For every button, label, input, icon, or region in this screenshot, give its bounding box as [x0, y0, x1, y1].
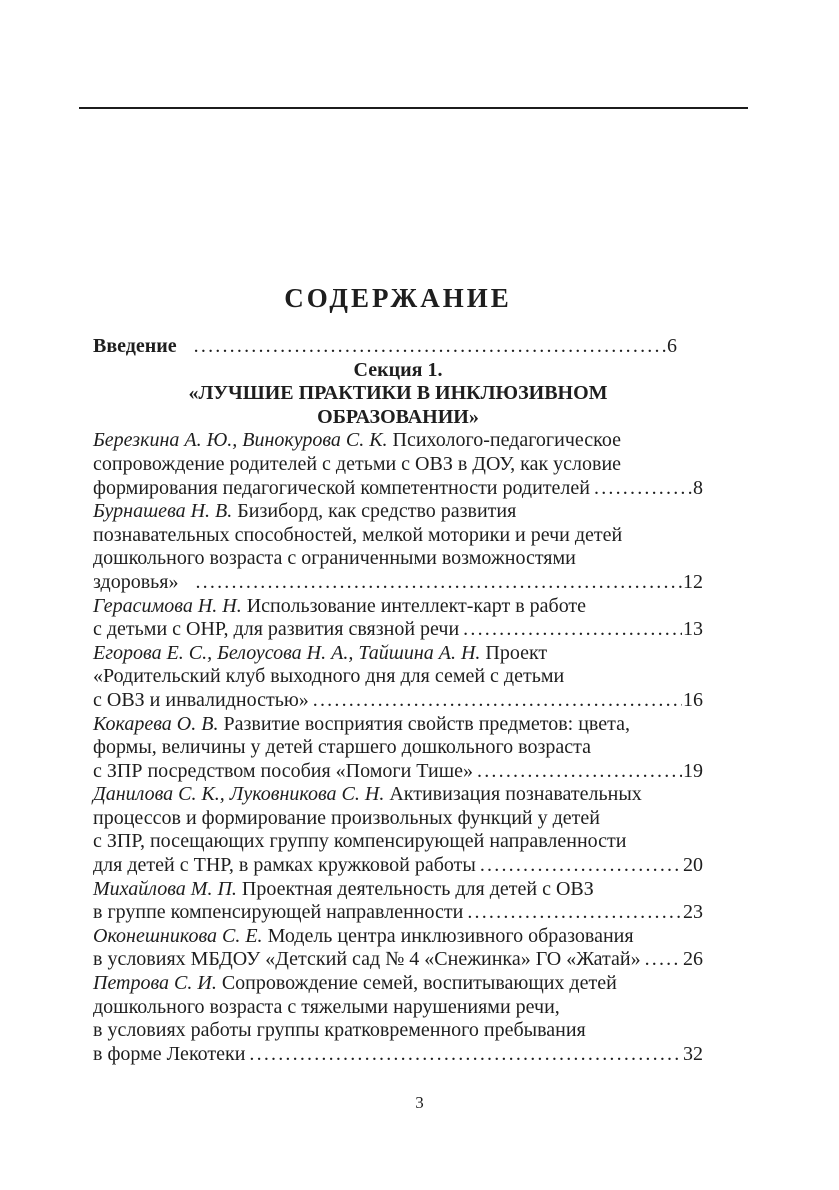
toc-entry-introduction [93, 335, 703, 359]
toc-line [93, 1043, 703, 1067]
toc-text-segment: с детьми с ОНР, для развития связной речи [93, 618, 460, 641]
toc-line [93, 878, 703, 902]
page-number-footer: 3 [415, 1093, 424, 1112]
section-heading-line [93, 406, 703, 430]
dot-leader [467, 901, 682, 925]
author-names: Бурнашева Н. В. [93, 500, 233, 523]
toc-text-segment: ОБРАЗОВАНИИ» [317, 405, 479, 428]
toc-line [93, 713, 703, 737]
toc-entry-danilova [93, 783, 703, 877]
author-names: Кокарева О. В. [93, 712, 219, 735]
toc-line [93, 477, 703, 501]
toc-text-segment: формы, величины у детей старшего дошкольного возраста [93, 736, 591, 759]
author-names: Михайлова М. П. [93, 877, 237, 900]
toc-line [93, 948, 703, 972]
toc-line [93, 642, 703, 666]
dot-leader [313, 689, 682, 713]
toc-text-segment: Психолого-педагогическое [387, 429, 621, 452]
dot-leader [249, 1043, 682, 1067]
toc-entry-section-1-heading [93, 359, 703, 430]
toc-line [93, 925, 703, 949]
toc-text-segment: для детей с ТНР, в рамках кружковой работы [93, 854, 476, 877]
toc-entry-egorova [93, 642, 703, 713]
dot-leader [645, 948, 682, 972]
toc-text-segment: дошкольного возраста с ограниченными возможностями [93, 547, 576, 570]
dot-leader [477, 760, 682, 784]
toc-entry-mikhailova [93, 878, 703, 925]
toc-text-segment: «Родительский клуб выходного дня для семей с детьми [93, 665, 565, 688]
page-ref-number: 20 [683, 854, 703, 877]
page-ref-number: 19 [683, 759, 703, 782]
page-ref-number: 12 [683, 570, 703, 593]
page-ref-number: 13 [683, 618, 703, 641]
dot-leader [480, 854, 682, 878]
toc-line [93, 524, 703, 548]
toc-text-segment: процессов и формирование произвольных функций у детей [93, 806, 600, 829]
toc-text-segment: Активизация познавательных [384, 783, 642, 806]
toc-text-segment: Введение [93, 335, 177, 357]
toc-text-segment: Бизиборд, как средство развития [232, 500, 517, 523]
author-names: Герасимова Н. Н. [93, 594, 242, 617]
toc-line [93, 1019, 703, 1043]
toc-text-segment: «ЛУЧШИЕ ПРАКТИКИ В ИНКЛЮЗИВНОМ [188, 382, 608, 405]
toc-line [93, 547, 703, 571]
section-heading-line [93, 382, 703, 406]
dot-leader [463, 618, 682, 642]
toc-text-segment: познавательных способностей, мелкой моторики и речи детей [93, 523, 623, 546]
table-of-contents [93, 283, 703, 1066]
toc-text-segment: в условиях работы группы кратковременного пребывания [93, 1019, 586, 1042]
page-ref-number: 8 [693, 476, 703, 499]
toc-entry-burnasheva [93, 500, 703, 594]
toc-text-segment: сопровождение родителей с детьми с ОВЗ в ДОУ, как условие [93, 452, 622, 475]
toc-line [93, 429, 703, 453]
toc-line [93, 453, 703, 477]
toc-line [93, 972, 703, 996]
toc-text-segment: Сопровождение семей, воспитывающих детей [216, 972, 617, 995]
toc-text-segment: с ЗПР посредством пособия «Помоги Тише» [93, 759, 474, 782]
toc-title: СОДЕРЖАНИЕ [284, 283, 512, 313]
toc-text-segment: с ОВЗ и инвалидностью» [93, 688, 309, 711]
toc-text-segment: Использование интеллект-карт в работе [241, 594, 587, 617]
toc-line [93, 689, 703, 713]
toc-line [93, 760, 703, 784]
toc-text-segment: Модель центра инклюзивного образования [262, 924, 634, 947]
author-names: Петрова С. И. [93, 972, 217, 995]
toc-text-segment: в группе компенсирующей направленности [93, 901, 464, 924]
toc-text-segment: здоровья» [93, 570, 179, 593]
toc-entry-berezkina [93, 429, 703, 500]
dot-leader [594, 477, 692, 501]
toc-entry-petrova [93, 972, 703, 1066]
toc-text-segment: Секция 1. [353, 358, 443, 381]
toc-line [93, 500, 703, 524]
toc-entry-okoneshnikova [93, 925, 703, 972]
toc-line [93, 571, 703, 595]
toc-text-segment: в условиях МБДОУ «Детский сад № 4 «Снежинка» ГО «Жатай» [93, 948, 641, 971]
toc-text-segment: формирования педагогической компетентности родителей [93, 476, 590, 499]
author-names: Оконешникова С. Е. [93, 924, 263, 947]
page-ref-number: 26 [683, 948, 703, 971]
toc-text-segment: дошкольного возраста с тяжелыми нарушениями речи, [93, 995, 560, 1018]
page-ref-number: 16 [683, 688, 703, 711]
toc-text-segment: Проект [480, 641, 548, 664]
page-ref-number: 23 [683, 901, 703, 924]
toc-text-segment: Проектная деятельность для детей с ОВЗ [236, 877, 594, 900]
toc-text-segment: Развитие восприятия свойств предметов: цвета, [218, 712, 630, 735]
toc-line [93, 618, 703, 642]
toc-line [93, 807, 703, 831]
author-names: Березкина А. Ю., Винокурова С. К. [93, 429, 388, 452]
toc-line [93, 335, 703, 359]
toc-text-segment: в форме Лекотеки [93, 1042, 246, 1065]
toc-line [93, 901, 703, 925]
toc-entry-gerasimova [93, 595, 703, 642]
header-rule [79, 107, 748, 109]
page-ref-number: 32 [683, 1042, 703, 1065]
dot-leader [195, 571, 682, 595]
toc-line [93, 996, 703, 1020]
toc-entries [93, 335, 703, 1066]
toc-line [93, 783, 703, 807]
toc-line [93, 736, 703, 760]
dot-leader [194, 335, 666, 359]
toc-line [93, 854, 703, 878]
toc-text-segment: с ЗПР, посещающих группу компенсирующей направленности [93, 830, 627, 853]
toc-entry-kokareva [93, 713, 703, 784]
toc-line [93, 830, 703, 854]
author-names: Егорова Е. С., Белоусова Н. А., Тайшина А. Н. [93, 641, 481, 664]
section-heading-line [93, 359, 703, 383]
toc-line [93, 665, 703, 689]
page-ref-number: 6 [667, 335, 677, 357]
toc-line [93, 595, 703, 619]
author-names: Данилова С. К., Луковникова С. Н. [93, 783, 385, 806]
